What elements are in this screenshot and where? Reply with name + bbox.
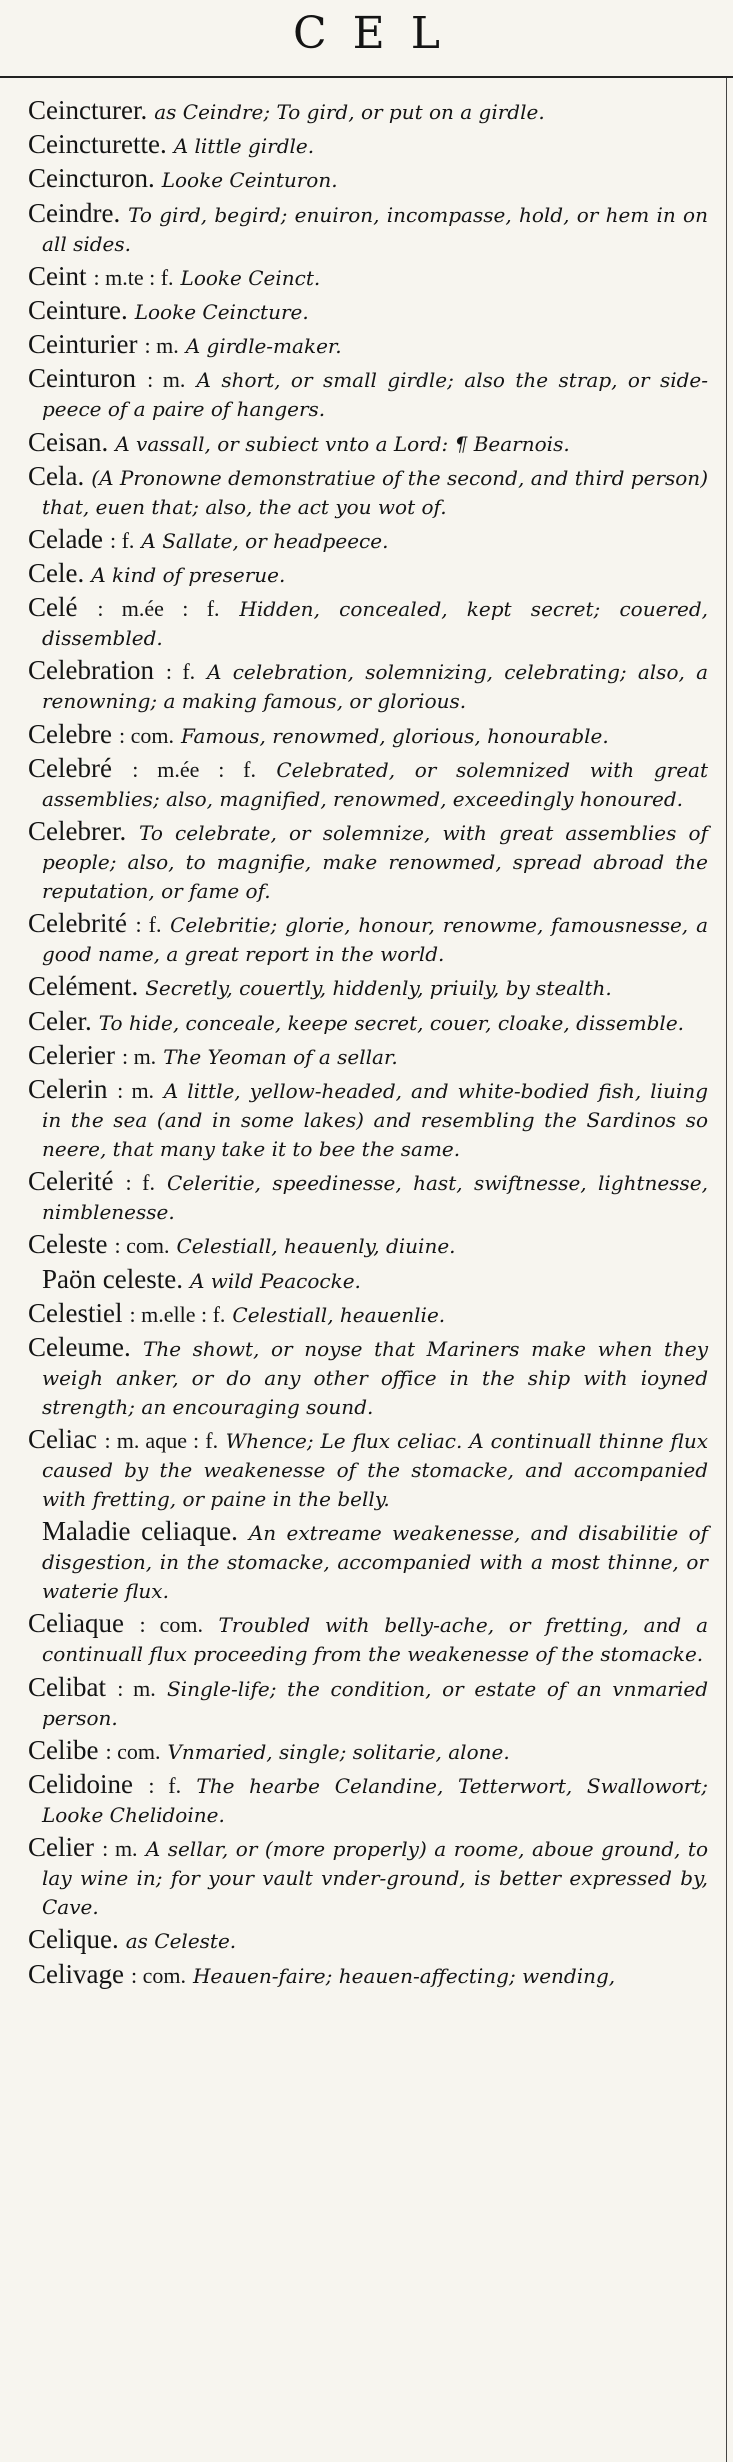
entry-definition: A vassall, or subiect vnto a Lord: ¶ Bearnois.	[115, 431, 570, 456]
entry-headword: Ceinturier	[28, 329, 138, 360]
entry-definition: A celebration, solemnizing, celebrating; also, a renowning; a making famous, or glorious.	[42, 660, 708, 714]
entry-headword: Celerier	[28, 1039, 115, 1070]
entry-headword: Celeume.	[28, 1331, 131, 1362]
entry-definition: A girdle-maker.	[185, 334, 342, 359]
entry-grammar: : f.	[125, 1170, 155, 1196]
entry-headword: Cele.	[28, 558, 85, 589]
entry-list	[28, 96, 708, 1994]
entry-headword: Ceinture.	[28, 294, 128, 325]
entry-grammar: : m.	[117, 1675, 156, 1701]
entry-definition: A wild Peacocke.	[189, 1268, 361, 1293]
entry-definition: (A Pronowne demonstratiue of the second, and third person) that, euen that; also, the act you wot of.	[42, 465, 708, 519]
entry-definition: To gird, begird; enuiron, incompasse, hold, or hem in on all sides.	[42, 202, 708, 256]
page-header	[0, 0, 733, 70]
dictionary-entry	[28, 656, 708, 716]
entry-grammar: : com.	[118, 722, 174, 748]
dictionary-entry	[28, 1960, 708, 1991]
dictionary-entry	[28, 1736, 708, 1767]
entry-headword: Celivage	[28, 1958, 124, 1989]
entry-headword: Celément.	[28, 971, 139, 1002]
dictionary-entry	[28, 909, 708, 969]
dictionary-entry	[28, 330, 708, 361]
entry-headword: Celibe	[28, 1734, 99, 1765]
entry-headword: Celier	[28, 1832, 94, 1863]
entry-definition: Single-life; the condition, or estate of an vnmaried person.	[42, 1676, 708, 1730]
entry-definition: A Sallate, or headpeece.	[141, 528, 389, 553]
entry-definition: as Celeste.	[125, 1929, 237, 1954]
entry-definition: The showt, or noyse that Mariners make when they weigh anker, or do any other office in the ship with ioyned strength; an encouraging sound.	[42, 1336, 708, 1419]
entry-definition: Celebrated, or solemnized with great assemblies; also, magnified, renowmed, exceedingly honoured.	[42, 757, 708, 811]
entry-headword: Ceincturon.	[28, 163, 155, 194]
entry-headword: Celerité	[28, 1166, 114, 1197]
entry-headword: Celé	[28, 592, 78, 623]
dictionary-entry	[28, 754, 708, 814]
entry-definition: Celestiall, heauenlie.	[232, 1302, 446, 1327]
entry-headword: Celebrer.	[28, 816, 127, 846]
dictionary-entry	[28, 720, 708, 751]
entry-headword: Celebré	[28, 752, 112, 783]
dictionary-entry	[28, 96, 708, 127]
entry-headword: Paön celeste.	[42, 1263, 183, 1294]
entry-headword: Celer.	[28, 1005, 92, 1036]
entry-headword: Celeste	[28, 1229, 108, 1260]
entry-grammar: : f.	[109, 527, 135, 553]
entry-definition: Hidden, concealed, kept secret; couered, dissembled.	[42, 597, 708, 651]
dictionary-entry	[28, 817, 708, 906]
entry-grammar: : m.	[102, 1836, 138, 1862]
dictionary-entry	[28, 525, 708, 556]
entry-definition: Celebritie; glorie, honour, renowme, famousnesse, a good name, a great report in the world.	[42, 913, 708, 967]
entry-headword: Celerin	[28, 1073, 108, 1104]
dictionary-entry	[28, 262, 708, 293]
dictionary-entry	[28, 296, 708, 327]
entry-definition: A short, or small girdle; also the strap, or side-peece of a paire of hangers.	[42, 368, 708, 422]
dictionary-entry	[28, 1517, 708, 1606]
dictionary-entry	[28, 1041, 708, 1072]
entry-headword: Ceindre.	[28, 197, 121, 228]
dictionary-entry	[28, 1075, 708, 1164]
entry-definition: Vnmaried, single; solitarie, alone.	[167, 1739, 510, 1764]
dictionary-entry	[28, 428, 708, 459]
entry-grammar: : m.	[144, 333, 179, 359]
entry-definition: Whence; Le flux celiac. A continuall thinne flux caused by the weakenesse of the stomacke, and accompanied with fretting, or paine in the belly.	[42, 1429, 708, 1512]
entry-grammar: : f.	[148, 1773, 182, 1798]
entry-definition: Looke Ceincture.	[134, 299, 309, 324]
entry-definition: A kind of preserue.	[91, 563, 286, 588]
entry-grammar: : m.elle : f.	[129, 1301, 226, 1327]
entry-headword: Celebre	[28, 718, 112, 749]
entry-definition: To celebrate, or solemnize, with great assemblies of people; also, to magnifie, make renowmed, spread abroad the reputation, or fame of.	[42, 821, 709, 903]
entry-definition: Heauen-faire; heauen-affecting; wending,	[192, 1963, 616, 1988]
dictionary-entry	[28, 1167, 708, 1227]
entry-headword: Ceinturon	[28, 363, 136, 394]
dictionary-entry	[28, 164, 708, 195]
entry-headword: Celiaque	[28, 1608, 124, 1639]
entry-definition: Celeritie, speedinesse, hast, swiftnesse, lightnesse, nimblenesse.	[42, 1171, 708, 1225]
dictionary-entry	[28, 199, 708, 259]
dictionary-entry	[28, 1770, 708, 1830]
entry-definition: A sellar, or (more properly) a roome, aboue ground, to lay wine in; for your vault vnder-ground, is better expressed by, Cave.	[42, 1837, 708, 1920]
entry-definition: as Ceindre; To gird, or put on a girdle.	[154, 100, 545, 124]
entry-headword: Ceisan.	[28, 426, 109, 457]
entry-grammar: : m.te : f.	[93, 264, 174, 290]
entry-grammar: : com.	[139, 1612, 203, 1638]
dictionary-entry	[28, 1925, 708, 1956]
entry-definition: Famous, renowmed, glorious, honourable.	[180, 723, 609, 748]
dictionary-entry	[28, 559, 708, 590]
entry-headword: Maladie celiaque.	[42, 1516, 238, 1547]
dictionary-entry	[28, 364, 708, 424]
entry-definition: An extreame weakenesse, and disabilitie of disgestion, in the stomacke, accompanied with a most thinne, or waterie flux.	[42, 1521, 709, 1604]
entry-definition: The hearbe Celandine, Tetterwort, Swallowort; Looke Chelidoine.	[42, 1774, 708, 1827]
entry-headword: Celiac	[28, 1424, 97, 1455]
entry-grammar: : f.	[135, 912, 162, 938]
dictionary-entry	[28, 1425, 708, 1514]
entry-definition: Celestiall, heauenly, diuine.	[176, 1234, 456, 1259]
entry-grammar: : m.ée : f.	[97, 596, 220, 622]
entry-headword: Ceint	[28, 260, 87, 291]
dictionary-entry	[28, 1609, 708, 1669]
entry-grammar: : m.	[147, 367, 186, 393]
entry-grammar: : m.	[117, 1077, 155, 1103]
entry-headword: Celade	[28, 523, 103, 554]
dictionary-entry	[28, 130, 708, 161]
dictionary-entry	[28, 1333, 708, 1422]
entry-grammar: : com.	[114, 1233, 170, 1259]
entry-definition: Looke Ceinct.	[180, 265, 321, 290]
entry-definition: Troubled with belly-ache, or fretting, and a continuall flux proceeding from the weakenesse of the stomacke.	[42, 1613, 708, 1667]
dictionary-entry	[28, 1673, 708, 1733]
entry-definition: Secretly, couertly, hiddenly, priuily, by stealth.	[145, 976, 612, 1001]
entry-definition: A little, yellow-headed, and white-bodied fish, liuing in the sea (and in some lakes) and resembling the Sardinos so neere, that many take it to bee the same.	[42, 1078, 708, 1161]
entry-grammar: : m. aque : f.	[104, 1428, 219, 1454]
entry-headword: Celestiel	[28, 1297, 123, 1328]
entry-headword: Celebrité	[28, 908, 127, 939]
entry-headword: Cela.	[28, 460, 85, 491]
header-rule	[0, 76, 733, 78]
dictionary-entry	[28, 462, 708, 522]
entry-headword: Celebration	[28, 655, 154, 686]
entry-definition: A little girdle.	[173, 134, 315, 159]
dictionary-entry	[28, 1833, 708, 1922]
entry-headword: Celique.	[28, 1924, 119, 1955]
entry-definition: Looke Ceinturon.	[161, 168, 338, 193]
entry-headword: Celidoine	[28, 1769, 133, 1799]
entry-headword: Ceincturer.	[28, 95, 148, 125]
entry-grammar: : com.	[105, 1738, 161, 1764]
dictionary-entry	[28, 972, 708, 1003]
entry-grammar: : f.	[165, 659, 196, 685]
column-rule	[726, 78, 727, 2462]
dictionary-entry	[28, 1299, 708, 1330]
dictionary-entry	[28, 1230, 708, 1261]
dictionary-entry	[28, 1265, 708, 1296]
entry-grammar: : m.	[121, 1043, 157, 1069]
entry-definition: The Yeoman of a sellar.	[163, 1044, 398, 1069]
page-title: CEL	[292, 8, 466, 59]
entry-headword: Ceincturette.	[28, 129, 167, 160]
entry-grammar: : m.ée : f.	[132, 756, 257, 782]
dictionary-entry	[28, 593, 708, 653]
entry-grammar: : com.	[130, 1962, 186, 1988]
entry-definition: To hide, conceale, keepe secret, couer, cloake, dissemble.	[98, 1010, 685, 1035]
dictionary-entry	[28, 1007, 708, 1038]
entry-headword: Celibat	[28, 1671, 106, 1702]
